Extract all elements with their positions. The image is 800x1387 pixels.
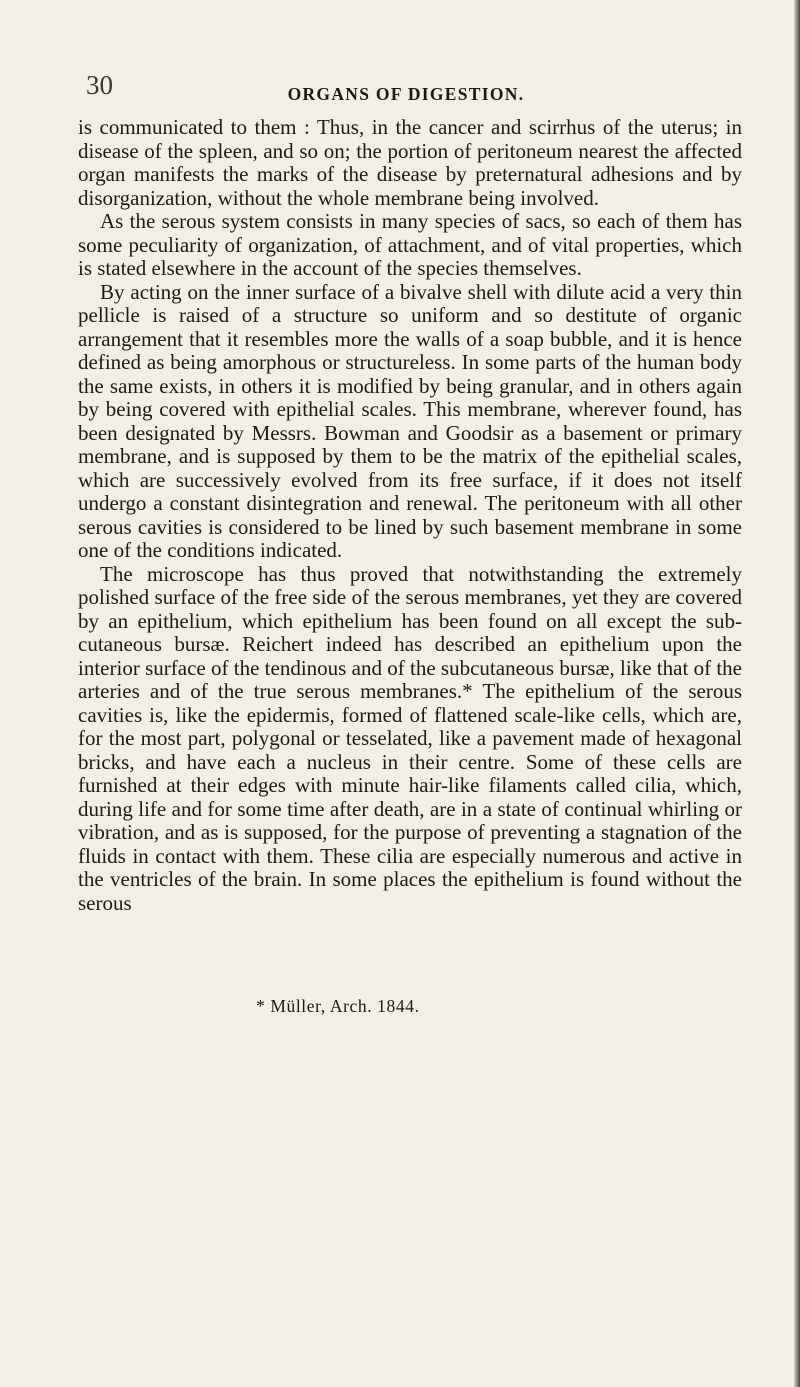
paragraph-3: By acting on the inner surface of a bivalve shell with dilute acid a very thin pellicle is raised of a structure so uniform and so destitute of organic arrangement that it resembles more the walls of a soap bubble, and it is hence defined as being amorphous or structureless. In some parts of the human body the same exists, in others it is modified by being granular, and in others again by being covered with epithelial scales. This membrane, wherever found, has been designated by Messrs. Bowman and Goodsir as a basement or primary membrane, and is supposed by them to be the matrix of the epithelial scales, which are successively evolved from its free surface, if it does not itself undergo a constant disintegration and renewal. The peritoneum with all other serous cavities is considered to be lined by such basement membrane in some one of the conditions indicated. bbox=[78, 279, 742, 562]
footnote: * Müller, Arch. 1844. bbox=[256, 996, 420, 1016]
running-head: ORGANS OF DIGESTION. bbox=[287, 84, 525, 104]
page-edge bbox=[794, 0, 800, 1387]
body-text bbox=[78, 116, 742, 915]
page-number: 30 bbox=[86, 70, 113, 100]
paragraph-1: is communicated to them : Thus, in the cancer and scirrhus of the uterus; in disease of the spleen, and so on; the portion of peritoneum nearest the affected organ manifests the marks of the disease by preternatural adhesions and by disorganization, without the whole membrane being involved. bbox=[78, 115, 742, 210]
paragraph-2: As the serous system consists in many species of sacs, so each of them has some peculiarity of organization, of attachment, and of vital properties, which is stated elsewhere in the account of the species themselves. bbox=[78, 209, 742, 280]
page-header bbox=[86, 70, 726, 108]
paragraph-4: The microscope has thus proved that notwithstanding the extremely polished surface of the free side of the serous membranes, yet they are covered by an epithelium, which epithelium has been found on all except the sub-cutaneous bursæ. Reichert indeed has described an epithelium upon the interior surface of the tendinous and of the subcutaneous bursæ, like that of the arteries and of the true serous membranes.* The epithelium of the serous cavities is, like the epidermis, formed of flattened scale-like cells, which are, for the most part, polygonal or tesselated, like a pavement made of hexagonal bricks, and have each a nucleus in their centre. Some of these cells are furnished at their edges with minute hair-like filaments called cilia, which, during life and for some time after death, are in a state of continual whirling or vibration, and as is supposed, for the purpose of preventing a stagnation of the fluids in contact with them. These cilia are especially numerous and active in the ventricles of the brain. In some places the epithelium is found without the serous bbox=[78, 561, 742, 915]
